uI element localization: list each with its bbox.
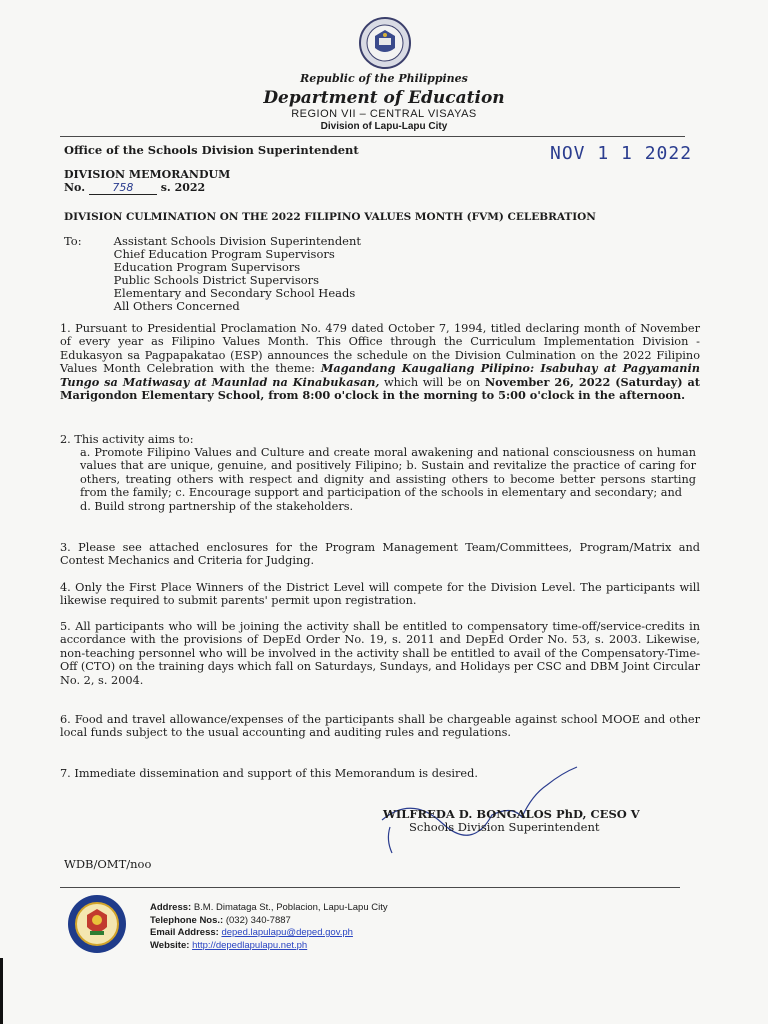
paragraph-1: [60, 322, 700, 402]
email-link[interactable]: deped.lapulapu@deped.gov.ph: [221, 927, 353, 938]
recipient-item: Public Schools District Supervisors: [113, 273, 320, 287]
aim-item: d. Build strong partnership of the stakeholders.: [80, 499, 354, 513]
memo-number-line: [64, 181, 230, 195]
event-schedule: November 26, 2022 (Saturday) at Marigondon Elementary School, from 8:00 o'clock in the morning to 5:00 o'clock in the afternoon.: [60, 374, 700, 403]
to-label: To:: [64, 234, 82, 248]
paragraph-3: 3. Please see attached enclosures for the Program Management Team/Committees, Program/Matrix and Contest Mechanics and Criteria for Judging.: [60, 541, 700, 568]
email-line: [150, 927, 388, 940]
region-heading: REGION VII – CENTRAL VISAYAS: [291, 108, 477, 120]
memo-no-label: No.: [64, 181, 86, 194]
recipient-item: Elementary and Secondary School Heads: [113, 286, 356, 300]
deped-seal-icon: [358, 16, 412, 70]
theme-text: Magandang Kaugaliang Pilipino: Isabuhay at Pagyamanin Tungo sa Matiwasay at Maunlad na Kinabukasan,: [60, 361, 700, 389]
footer-divider: [60, 887, 680, 888]
aim-item: c. Encourage support and participation of the schools in elementary and secondary; and: [175, 486, 683, 500]
recipient-item: Assistant Schools Division Superintendent: [113, 234, 362, 248]
division-seal-icon: [66, 893, 128, 955]
website-label: Website:: [150, 939, 190, 951]
republic-heading: Republic of the Philippines: [300, 72, 468, 85]
date-stamp: NOV 1 1 2022: [550, 143, 693, 164]
aims-list: [80, 446, 696, 513]
department-heading: Department of Education: [263, 88, 505, 108]
memo-series: s. 2022: [160, 181, 206, 194]
paragraph-7: 7. Immediate dissemination and support of this Memorandum is desired.: [60, 767, 478, 780]
recipient-item: Chief Education Program Supervisors: [113, 247, 335, 261]
website-link[interactable]: http://depedlapulapu.net.ph: [192, 939, 308, 951]
phone-line: [150, 915, 388, 928]
paragraph-6: 6. Food and travel allowance/expenses of the participants shall be chargeable against school MOOE and other local funds subject to the usual accounting and auditing rules and regulations.: [60, 713, 700, 740]
signatory-title: Schools Division Superintendent: [409, 820, 600, 834]
aim-item: b. Sustain and revitalize the practice of caring for others, treating others with respect and dignity and assisting others to become better persons starting from the family;: [80, 459, 696, 500]
paragraph-2-intro: 2. This activity aims to:: [60, 433, 194, 446]
memo-number: 758: [89, 181, 157, 195]
recipient-item: Education Program Supervisors: [113, 260, 301, 274]
phone-value: (032) 340-7887: [225, 914, 291, 926]
paragraph-1-text: 1. Pursuant to Presidential Proclamation No. 479 dated October 7, 1994, titled declaring month of November of every year as Filipino Values Month. This Office through the Curriculum Implementation Division - Edukasyon sa Pagpapakatao (ESP) announces the schedule on the Division Culmination on the 2022 Filipino Values Month Celebration with the theme:: [60, 322, 700, 376]
contact-footer: [150, 902, 388, 952]
memo-heading: [64, 168, 230, 195]
memo-subject: DIVISION CULMINATION ON THE 2022 FILIPINO VALUES MONTH (FVM) CELEBRATION: [64, 211, 596, 223]
address-line: [150, 902, 388, 915]
division-heading: Division of Lapu-Lapu City: [320, 121, 448, 132]
paragraph-4: 4. Only the First Place Winners of the District Level will compete for the Division Level. The participants will likewise required to submit parents' permit upon registration.: [60, 581, 700, 608]
office-line: Office of the Schools Division Superintendent: [64, 143, 359, 157]
scan-edge-mark: [0, 958, 3, 1024]
recipients-block: [64, 235, 361, 313]
recipient-item: All Others Concerned: [113, 299, 240, 313]
phone-label: Telephone Nos.:: [150, 914, 224, 926]
reference-initials: WDB/OMT/noo: [64, 857, 152, 871]
email-label: Email Address:: [150, 927, 219, 938]
memo-title: DIVISION MEMORANDUM: [64, 168, 231, 181]
address-label: Address:: [150, 902, 192, 913]
signatory-name: WILFREDA D. BONGALOS PhD, CESO V: [383, 807, 640, 821]
address-value: B.M. Dimataga St., Poblacion, Lapu-Lapu City: [193, 902, 388, 913]
website-line: [150, 940, 388, 953]
paragraph-5: 5. All participants who will be joining the activity shall be entitled to compensatory time-off/service-credits in accordance with the provisions of DepEd Order No. 19, s. 2011 and DepEd Order No. 53, s. 2003. Likewise, non-teaching personnel who will be involved in the activity shall be entitled to avail of the Compensatory-Time-Off (CTO) on the training days which fall on Saturdays, Sundays, and Holidays per CSC and DBM Joint Circular No. 2, s. 2004.: [60, 620, 700, 687]
aim-item: a. Promote Filipino Values and Culture and create moral awakening and national consciousness on human values that are unique, genuine, and positively Filipino;: [80, 446, 696, 473]
paragraph-1-joiner: which will be on: [379, 375, 485, 389]
header-divider: [60, 136, 685, 137]
recipient-list: [114, 235, 361, 313]
